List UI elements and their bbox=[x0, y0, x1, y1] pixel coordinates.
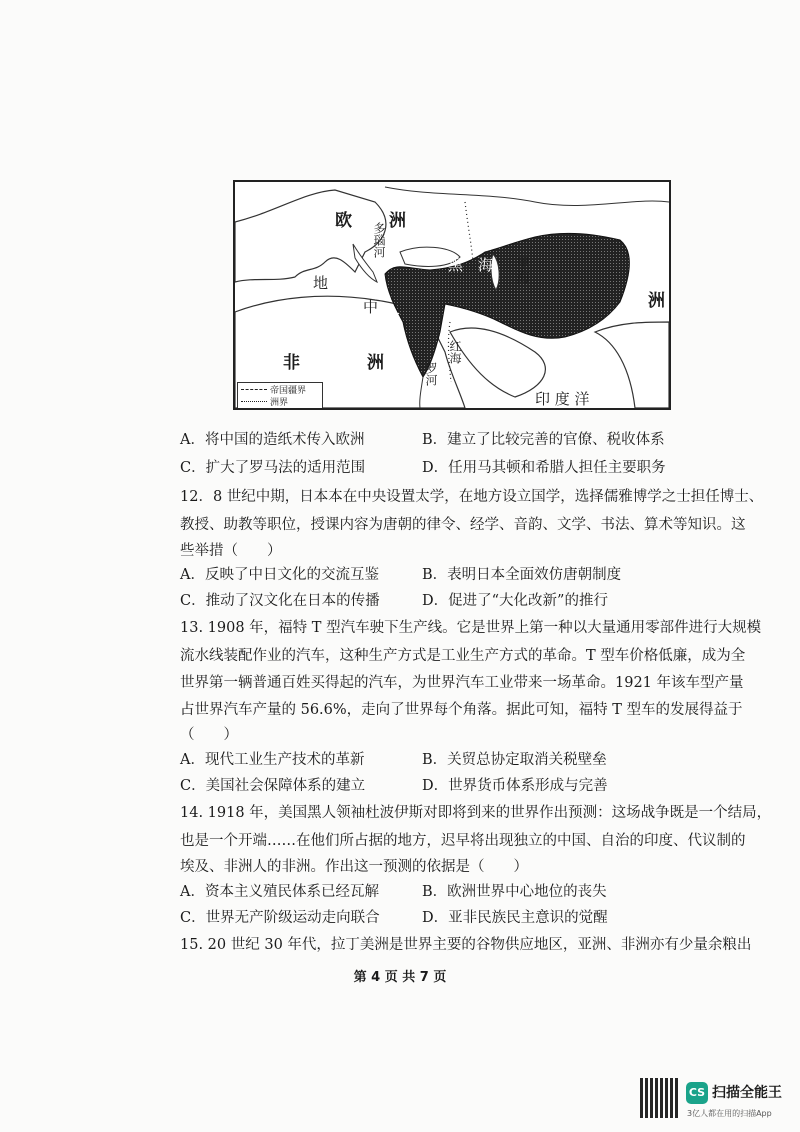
north-coast bbox=[385, 187, 669, 206]
q14-option-d: D．亚非民族民主意识的觉醒 bbox=[422, 910, 608, 926]
q15-stem-1: 15. 20 世纪 30 年代，拉丁美洲是世界主要的谷物供应地区，亚洲、非洲亦有少量余粮出 bbox=[180, 937, 752, 953]
label-nile: 罗河 bbox=[424, 362, 438, 386]
label-africa: 非 bbox=[283, 353, 310, 373]
q12-stem-1: 12．8 世纪中期，日本本在中央设置太学，在地方设立国学，选择儒雅博学之士担任博士、 bbox=[180, 489, 764, 505]
q14-stem-1: 14. 1918 年，美国黑人领袖杜波伊斯对即将到来的世界作出预测：这场战争既是一个结局， bbox=[180, 805, 772, 821]
label-med-sea: 海 bbox=[385, 310, 401, 328]
q13-stem-1: 13. 1908 年，福特 T 型汽车驶下生产线。它是世界上第一种以大量通用零部件进行大规模 bbox=[180, 620, 762, 636]
q13-option-b: B．关贸总协定取消关税壁垒 bbox=[422, 752, 607, 768]
camscanner-logo-icon: CS bbox=[686, 1082, 708, 1104]
q14-option-b: B．欧洲世界中心地位的丧失 bbox=[422, 884, 607, 900]
q11-option-c: C．扩大了罗马法的适用范围 bbox=[180, 460, 366, 476]
q12-option-c: C．推动了汉文化在日本的传播 bbox=[180, 593, 380, 609]
label-med-west: 地 bbox=[313, 274, 329, 292]
q13-stem-5: （ ） bbox=[180, 727, 238, 743]
india-coast bbox=[595, 322, 669, 408]
empire-map bbox=[233, 180, 671, 410]
label-asia: 洲 bbox=[648, 291, 665, 311]
q11-option-a: A．将中国的造纸术传入欧洲 bbox=[180, 432, 365, 448]
q13-option-c: C．美国社会保障体系的建立 bbox=[180, 778, 366, 794]
label-africa2: 洲 bbox=[367, 353, 394, 373]
q13-stem-4: 占世界汽车产量的 56.6%，走向了世界每个角落。据此可知，福特 T 型车的发展得益于 bbox=[180, 702, 743, 718]
map-legend bbox=[237, 382, 323, 410]
q14-option-a: A．资本主义殖民体系已经瓦解 bbox=[180, 884, 379, 900]
label-black-sea: 黑 海 bbox=[448, 256, 494, 274]
label-red-sea: 红海 bbox=[448, 340, 462, 364]
scanner-watermark bbox=[640, 1078, 790, 1122]
q13-option-d: D．世界货币体系形成与完善 bbox=[422, 778, 608, 794]
label-europe: 欧 洲 bbox=[335, 211, 416, 231]
legend-continent: 洲界 bbox=[270, 397, 289, 408]
map-drawing bbox=[235, 182, 669, 408]
q13-stem-2: 流水线装配作业的汽车，这种生产方式是工业生产方式的革命。T 型车价格低廉，成为全 bbox=[180, 648, 746, 664]
q12-stem-2: 教授、助教等职位，授课内容为唐朝的律令、经学、音韵、文学、书法、算术等知识。这 bbox=[180, 517, 746, 533]
q11-option-d: D．任用马其顿和希腊人担任主要职务 bbox=[422, 460, 666, 476]
q14-stem-3: 埃及、非洲人的非洲。作出这一预测的依据是（ ） bbox=[180, 859, 528, 875]
watermark-subtitle: 3亿人都在用的扫描App bbox=[687, 1109, 772, 1118]
label-caspian: 里海 bbox=[514, 256, 530, 284]
label-indian-ocean: 印 度 洋 bbox=[535, 390, 590, 408]
q14-option-c: C．世界无产阶级运动走向联合 bbox=[180, 910, 380, 926]
q14-stem-2: 也是一个开端……在他们所占据的地方，迟早将出现独立的中国、自治的印度、代议制的 bbox=[180, 833, 746, 849]
watermark-title: 扫描全能王 bbox=[712, 1085, 782, 1101]
q12-option-b: B．表明日本全面效仿唐朝制度 bbox=[422, 567, 622, 583]
qr-code-icon bbox=[640, 1078, 680, 1118]
q11-option-b: B．建立了比较完善的官僚、税收体系 bbox=[422, 432, 665, 448]
q13-stem-3: 世界第一辆普通百姓买得起的汽车，为世界汽车工业带来一场革命。1921 年该车型产量 bbox=[180, 675, 744, 691]
legend-empire: 帝国疆界 bbox=[270, 385, 307, 396]
arabia-coast bbox=[450, 328, 545, 397]
q12-option-a: A．反映了中日文化的交流互鉴 bbox=[180, 567, 379, 583]
page-footer: 第 4 页 共 7 页 bbox=[353, 970, 447, 985]
q12-option-d: D．促进了“大化改新”的推行 bbox=[422, 593, 608, 609]
q13-option-a: A．现代工业生产技术的革新 bbox=[180, 752, 365, 768]
q12-stem-3: 些举措（ ） bbox=[180, 543, 282, 559]
label-med: 中 bbox=[363, 298, 379, 316]
label-danube: 多瑙河 bbox=[372, 222, 386, 258]
